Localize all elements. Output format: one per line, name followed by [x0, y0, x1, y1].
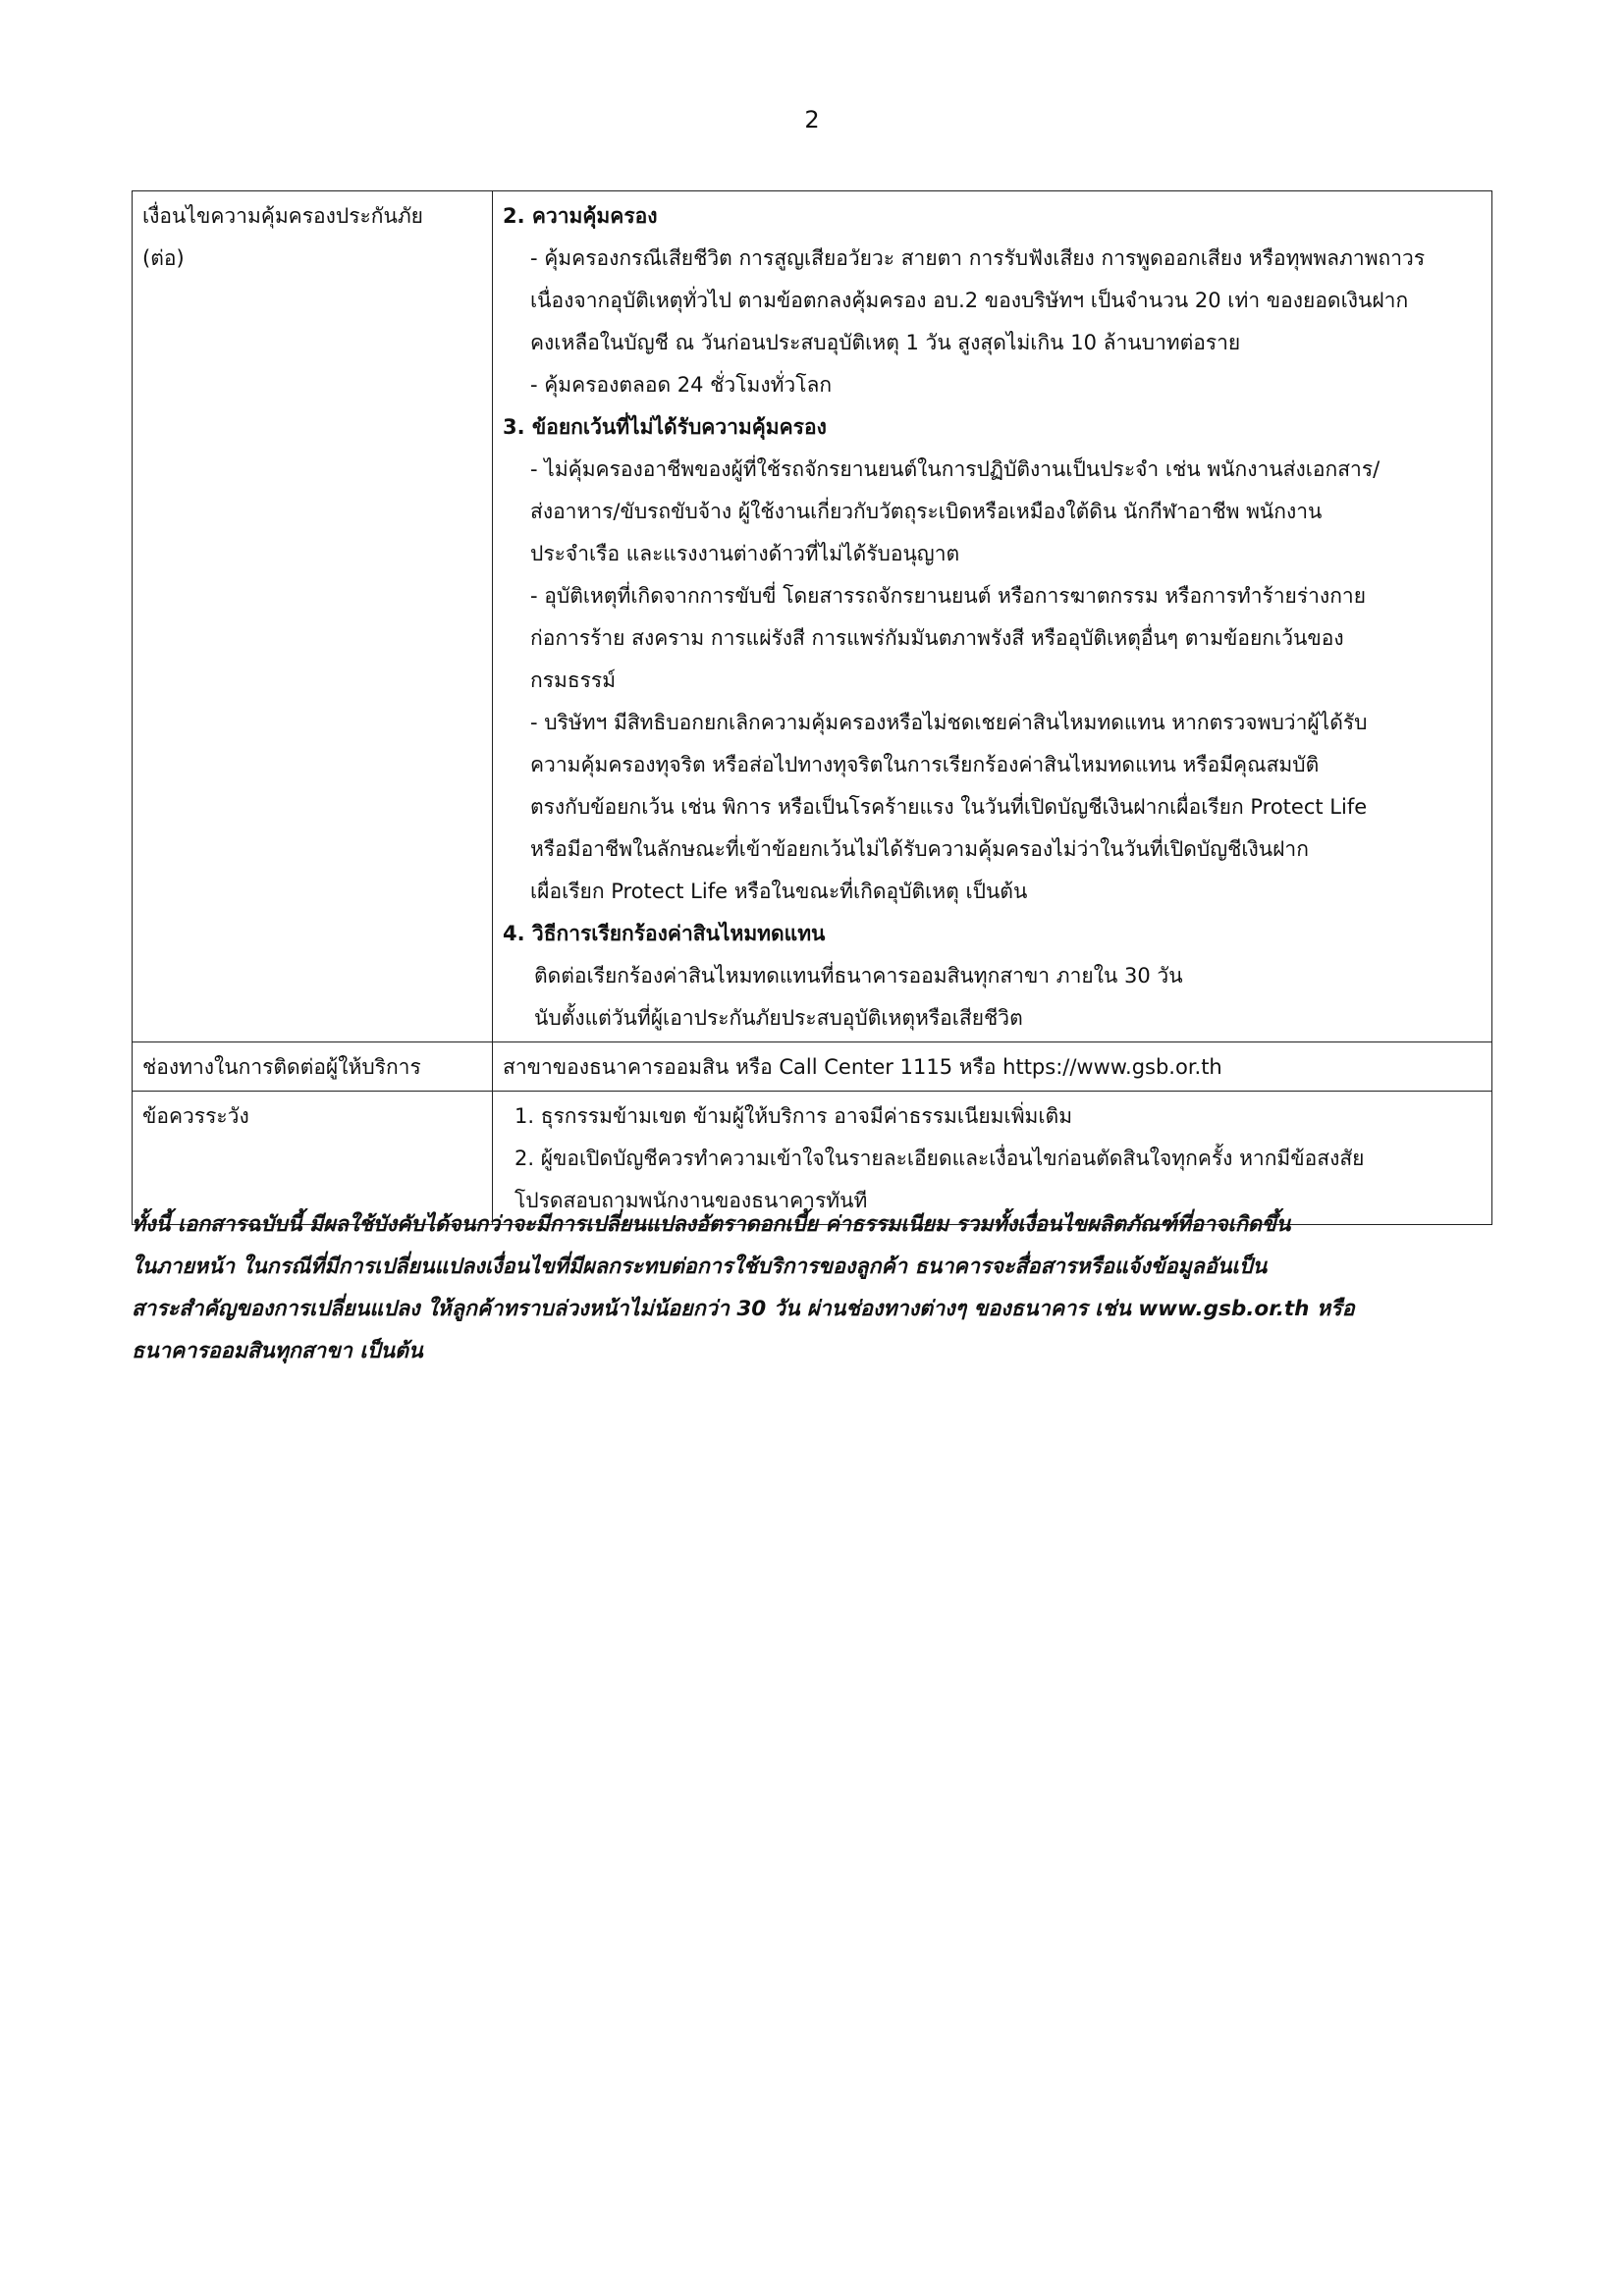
claims-text — [503, 955, 1482, 1040]
coverage-row — [133, 191, 1492, 1042]
product-terms-table — [132, 190, 1492, 1225]
section-claims-title: 4. วิธีการเรียกร้องค่าสินไหมทดแทน — [503, 922, 826, 945]
exclusion-bullet-1-line-1: - ไม่คุ้มครองอาชีพของผู้ที่ใช้รถจักรยานยนต์ในการปฏิบัติงานเป็นประจำ เช่น พนักงานส่งเอกสาร/ — [530, 457, 1380, 481]
exclusion-bullet-1 — [503, 449, 1482, 575]
coverage-label-cont: (ต่อ) — [142, 246, 185, 270]
exclusion-bullet-1-line-2: ส่งอาหาร/ขับรถขับจ้าง ผู้ใช้งานเกี่ยวกับวัตถุระเบิดหรือเหมืองใต้ดิน นักกีฬาอาชีพ พนักงาน — [530, 500, 1323, 523]
claims-line-2: นับตั้งแต่วันที่ผู้เอาประกันภัยประสบอุบัติเหตุหรือเสียชีวิต — [534, 1006, 1023, 1030]
caution-item-2-line-1: 2. ผู้ขอเปิดบัญชีควรทำความเข้าใจในรายละเอียดและเงื่อนไขก่อนตัดสินใจทุกครั้ง หากมีข้อสงสัย — [514, 1147, 1365, 1170]
contact-label: ช่องทางในการติดต่อผู้ให้บริการ — [133, 1042, 493, 1092]
exclusion-bullet-2-line-3: กรมธรรม์ — [530, 668, 617, 692]
coverage-label: เงื่อนไขความคุ้มครองประกันภัย — [142, 204, 423, 228]
exclusion-bullet-3-line-5: เผื่อเรียก Protect Life หรือในขณะที่เกิดอุบัติเหตุ เป็นต้น — [530, 880, 1028, 903]
section-coverage-title: 2. ความคุ้มครอง — [503, 204, 658, 228]
exclusion-bullet-2 — [503, 575, 1482, 702]
exclusion-bullet-3-line-3: ตรงกับข้อยกเว้น เช่น พิการ หรือเป็นโรคร้ายแรง ในวันที่เปิดบัญชีเงินฝากเผื่อเรียก Protect Life — [530, 795, 1368, 819]
exclusion-bullet-3-line-1: - บริษัทฯ มีสิทธิบอกยกเลิกความคุ้มครองหรือไม่ชดเชยค่าสินไหมทดแทน หากตรวจพบว่าผู้ได้รับ — [530, 711, 1368, 734]
exclusion-bullet-2-line-1: - อุบัติเหตุที่เกิดจากการขับขี่ โดยสารรถจักรยานยนต์ หรือการฆาตกรรม หรือการทำร้ายร่างกาย — [530, 584, 1367, 608]
footnote-line-2: ในภายหน้า ในกรณีที่มีการเปลี่ยนแปลงเงื่อนไขที่มีผลกระทบต่อการใช้บริการของลูกค้า ธนาคารจะสื่อสารหรือแจ้งข้อมูลอันเป็น — [132, 1255, 1268, 1279]
caution-item-2-line-2: โปรดสอบถามพนักงานของธนาคารทันที — [514, 1189, 868, 1212]
footnote-line-3: สาระสำคัญของการเปลี่ยนแปลง ให้ลูกค้าทราบล่วงหน้าไม่น้อยกว่า 30 วัน ผ่านช่องทางต่างๆ ของธนาคาร เช่น www.gsb.or.th หรือ — [132, 1297, 1355, 1321]
coverage-bullet-1-line-2: เนื่องจากอุบัติเหตุทั่วไป ตามข้อตกลงคุ้มครอง อบ.2 ของบริษัทฯ เป็นจำนวน 20 เท่า ของยอดเงินฝาก — [530, 289, 1409, 312]
coverage-label-cell — [133, 191, 493, 1042]
exclusion-bullet-3-line-2: ความคุ้มครองทุจริต หรือส่อไปทางทุจริตในการเรียกร้องค่าสินไหมทดแทน หรือมีคุณสมบัติ — [530, 753, 1320, 776]
coverage-bullet-1-line-1: - คุ้มครองกรณีเสียชีวิต การสูญเสียอวัยวะ สายตา การรับฟังเสียง การพูดออกเสียง หรือทุพพลภาพถาวร — [530, 246, 1426, 270]
section-exclusions-title: 3. ข้อยกเว้นที่ไม่ได้รับความคุ้มครอง — [503, 415, 827, 439]
footnote-line-1: ทั้งนี้ เอกสารฉบับนี้ มีผลใช้บังคับได้จนกว่าจะมีการเปลี่ยนแปลงอัตราดอกเบี้ย ค่าธรรมเนียม รวมทั้งเงื่อนไขผลิตภัณฑ์ที่อาจเกิดขึ้น — [132, 1212, 1291, 1237]
coverage-value-cell — [493, 191, 1492, 1042]
footnote — [132, 1203, 1496, 1372]
exclusion-bullet-1-line-3: ประจำเรือ และแรงงานต่างด้าวที่ไม่ได้รับอนุญาต — [530, 542, 960, 565]
coverage-bullet-1-line-3: คงเหลือในบัญชี ณ วันก่อนประสบอุบัติเหตุ 1 วัน สูงสุดไม่เกิน 10 ล้านบาทต่อราย — [530, 331, 1241, 354]
caution-label: ข้อควรระวัง — [133, 1092, 493, 1225]
coverage-bullet-2: - คุ้มครองตลอด 24 ชั่วโมงทั่วโลก — [530, 373, 833, 397]
exclusion-bullet-3-line-4: หรือมีอาชีพในลักษณะที่เข้าข้อยกเว้นไม่ได้รับความคุ้มครองไม่ว่าในวันที่เปิดบัญชีเงินฝาก — [530, 837, 1309, 861]
page-number: 2 — [804, 106, 820, 133]
footnote-line-4: ธนาคารออมสินทุกสาขา เป็นต้น — [132, 1339, 423, 1363]
coverage-bullet-1 — [503, 238, 1482, 364]
claims-line-1: ติดต่อเรียกร้องค่าสินไหมทดแทนที่ธนาคารออมสินทุกสาขา ภายใน 30 วัน — [534, 964, 1183, 988]
contact-row — [133, 1042, 1492, 1092]
exclusion-bullet-2-line-2: ก่อการร้าย สงคราม การแผ่รังสี การแพร่กัมมันตภาพรังสี หรืออุบัติเหตุอื่นๆ ตามข้อยกเว้นของ — [530, 626, 1344, 650]
caution-item-1: 1. ธุรกรรมข้ามเขต ข้ามผู้ให้บริการ อาจมีค่าธรรมเนียมเพิ่มเติม — [514, 1104, 1073, 1128]
exclusion-bullet-3 — [503, 702, 1482, 913]
contact-value: สาขาของธนาคารออมสิน หรือ Call Center 1115 หรือ https://www.gsb.or.th — [493, 1042, 1492, 1092]
